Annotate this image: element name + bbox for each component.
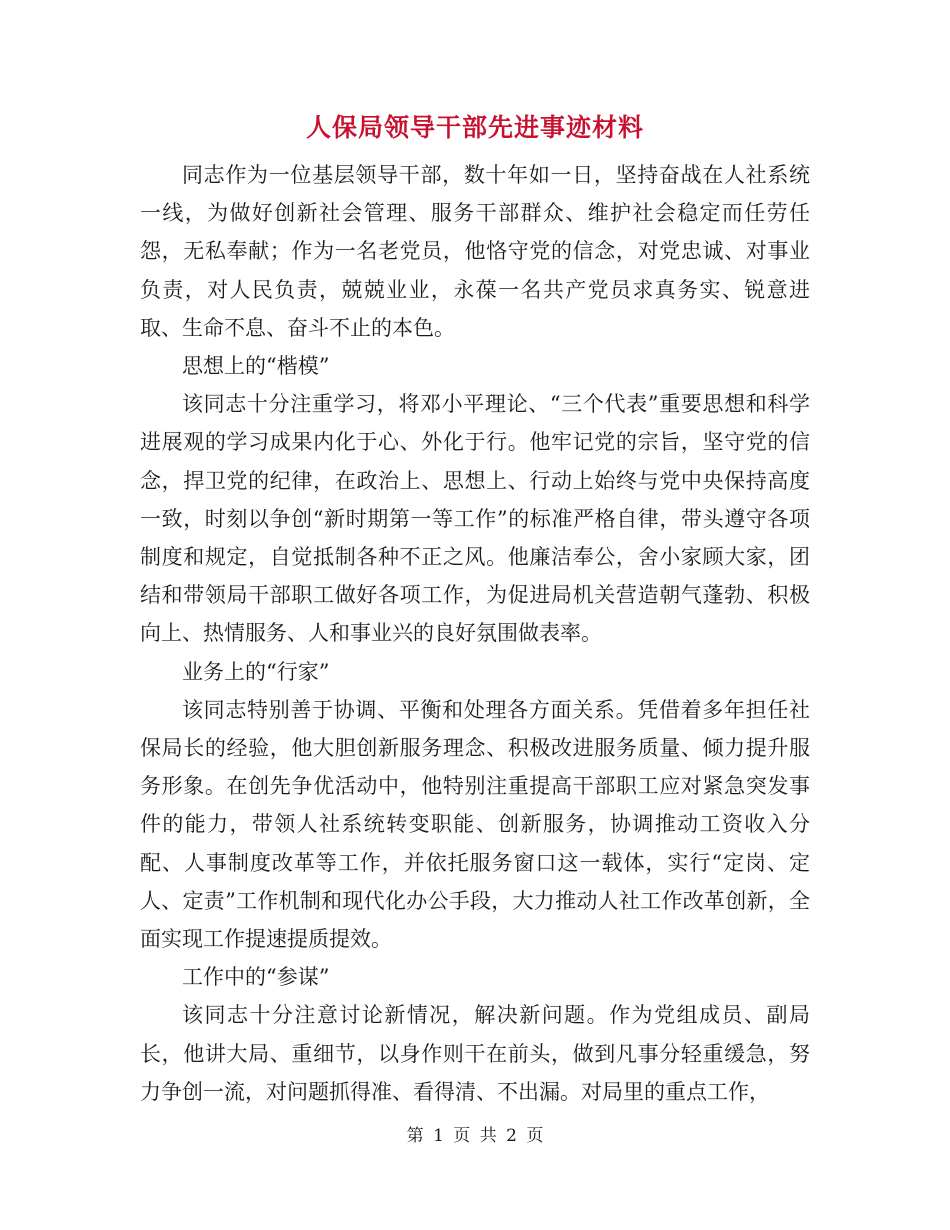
expertise-paragraph: 该同志特别善于协调、平衡和处理各方面关系。凭借着多年担任社保局长的经验，他大胆创新服务理念、积极改进服务质量、倾力提升服务形象。在创先争优活动中，他特别注重提高干部职工应对紧急突发事件的能力，带领人社系统转变职能、创新服务，协调推动工资收入分配、人事制度改革等工作，并依托服务窗口这一载体，实行“定岗、定人、定责”工作机制和现代化办公手段，大力推动人社工作改革创新，全面实现工作提速提质提效。 (140, 697, 810, 952)
page-footer: 第 1 页 共 2 页 (406, 1126, 544, 1146)
section-heading-expertise: 业务上的“行家” (182, 659, 330, 684)
document-title: 人保局领导干部先进事迹材料 (305, 113, 644, 142)
advisor-paragraph: 该同志十分注意讨论新情况，解决新问题。作为党组成员、副局长，他讲大局、重细节，以身作则干在前头，做到凡事分轻重缓急，努力争创一流，对问题抓得准、看得清、不出漏。对局里的重点工作， (140, 1003, 810, 1104)
section-heading-advisor: 工作中的“参谋” (182, 965, 330, 990)
ideology-paragraph: 该同志十分注重学习，将邓小平理论、“三个代表”重要思想和科学进展观的学习成果内化于心、外化于行。他牢记党的宗旨，坚守党的信念，捍卫党的纪律，在政治上、思想上、行动上始终与党中央保持高度一致，时刻以争创“新时期第一等工作”的标准严格自律，带头遵守各项制度和规定，自觉抵制各种不正之风。他廉洁奉公，舍小家顾大家，团结和带领局干部职工做好各项工作，为促进局机关营造朝气蓬勃、积极向上、热情服务、人和事业兴的良好氛围做表率。 (140, 392, 810, 646)
intro-paragraph: 同志作为一位基层领导干部，数十年如一日，坚持奋战在人社系统一线，为做好创新社会管理、服务干部群众、维护社会稳定而任劳任怨，无私奉献；作为一名老党员，他恪守党的信念，对党忠诚、对事业负责，对人民负责，兢兢业业，永葆一名共产党员求真务实、锐意进取、生命不息、奋斗不止的本色。 (140, 163, 810, 340)
document-body (140, 156, 810, 1111)
section-heading-ideology: 思想上的“楷模” (182, 354, 330, 379)
